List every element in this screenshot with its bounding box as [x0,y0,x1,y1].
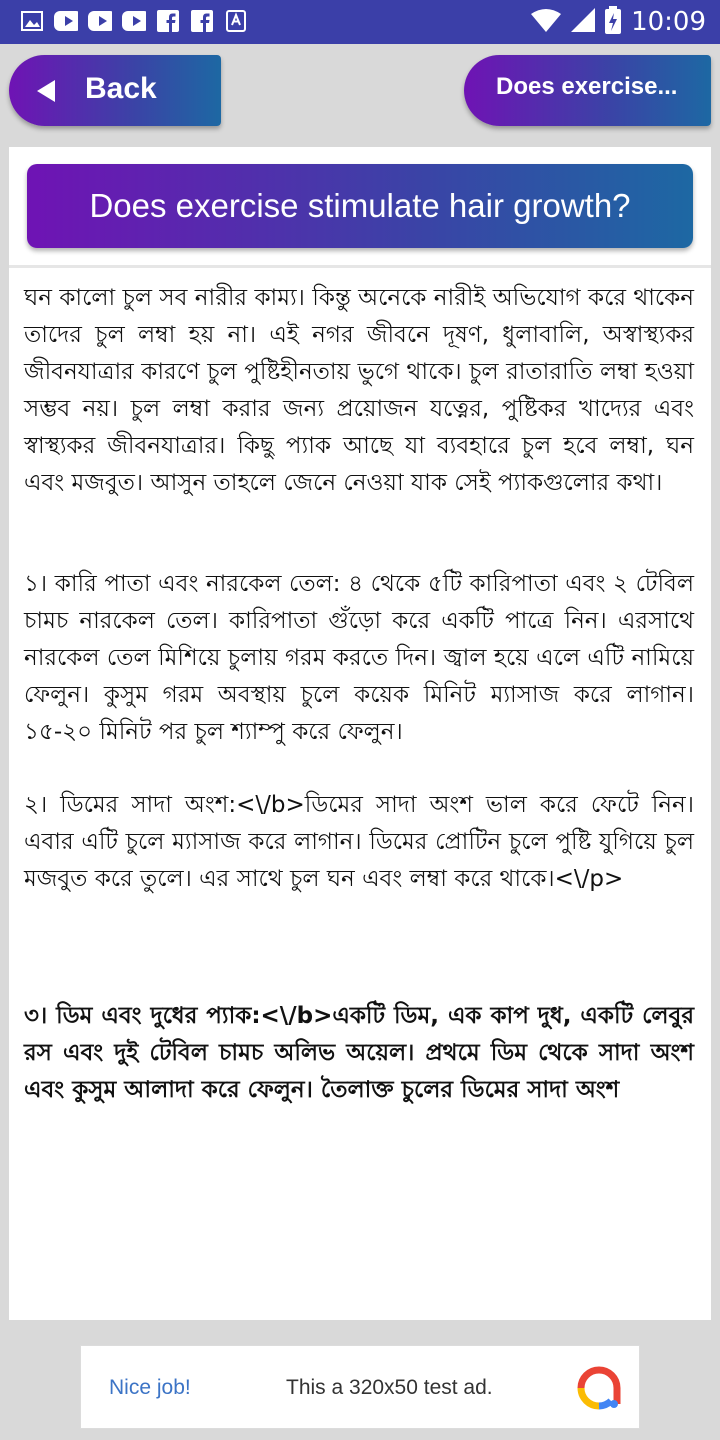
article-title-banner [27,164,693,248]
ad-nice-job-label: Nice job! [109,1376,191,1399]
ad-banner[interactable] [80,1345,640,1429]
article-paragraph: ঘন কালো চুল সব নারীর কাম্য। কিন্তু অনেকে নারীই অভিযোগ করে থাকেন তাদের চুল লম্বা হয় না। এই নগর জীবনে দূষণ, ধুলাবালি, অস্বাস্থ্যকর জীবনযাত্রার কারণে চুল পুষ্টিহীনতায় ভুগে থাকে। চুল রাতারাতি লম্বা হওয়া সম্ভব নয়। চুল লম্বা করার জন্য প্রয়োজন যত্নের, পুষ্টিকর খাদ্যের এবং স্বাস্থ্যকর জীবনযাত্রার। কিছু প্যাক আছে যা ব্যবহারে চুল হবে লম্বা, ঘন এবং মজবুত। আসুন তাহলে জেনে নেওয়া যাক সেই প্যাকগুলোর কথা। [24,285,694,496]
youtube-icon [88,9,112,33]
article-title: Does exercise stimulate hair growth? [89,187,631,224]
battery-charging-icon [605,6,621,38]
back-button-label: Back [85,72,157,105]
article-paragraph: ২। ডিমের সাদা অংশ:<\/b>ডিমের সাদা অংশ ভাল করে ফেটে নিন। এবার এটি চুলে ম্যাসাজ করে লাগান। ডিমের প্রোটিন চুলে পুষ্টি যুগিয়ে চুল মজবুত করে তুলে। এর সাথে চুল ঘন এবং লম্বা করে থাকে।<\/p> [24,792,694,892]
youtube-icon [54,9,78,33]
clock: 10:09 [631,7,706,37]
title-header [9,147,711,268]
youtube-icon [122,9,146,33]
article-paragraph: ১। কারি পাতা এবং নারকেল তেল: ৪ থেকে ৫টি কারিপাতা এবং ২ টেবিল চামচ নারকেল তেল। কারিপাতা গুঁড়ো করে একটি পাত্রে নিন। এরসাথে নারকেল তেল মিশিয়ে চুলায় গরম করতে দিন। জ্বাল হয়ে এলে এটি নামিয়ে ফেলুন। কুসুম গরম অবস্থায় চুলে কয়েক মিনিট ম্যাসাজ করে লাগান। ১৫-২০ মিনিট পর চুল শ্যাম্পু করে ফেলুন। [24,571,694,745]
next-topic-button-label: Does exercise... [496,73,678,100]
notification-icons [20,9,248,33]
facebook-icon [156,9,180,33]
facebook-icon [190,9,214,33]
system-icons [531,6,706,38]
status-bar [0,0,720,44]
signal-icon [571,8,595,36]
content-card [9,147,711,1320]
ad-icon [224,9,248,33]
wifi-icon [531,8,561,36]
gallery-icon [20,9,44,33]
article-paragraph: ৩। ডিম এবং দুধের প্যাক:<\/b>একটি ডিম, এক কাপ দুধ, একটি লেবুর রস এবং দুই টেবিল চামচ অলিভ অয়েল। প্রথমে ডিম থেকে সাদা অংশ এবং কুসুম আলাদা করে ফেলুন। তৈলাক্ত চুলের ডিমের সাদা অংশ [24,1003,694,1103]
ad-text: This a 320x50 test ad. [286,1376,493,1399]
article-body[interactable] [24,280,694,1109]
back-arrow-icon [37,80,55,102]
admob-logo-icon [577,1366,621,1410]
